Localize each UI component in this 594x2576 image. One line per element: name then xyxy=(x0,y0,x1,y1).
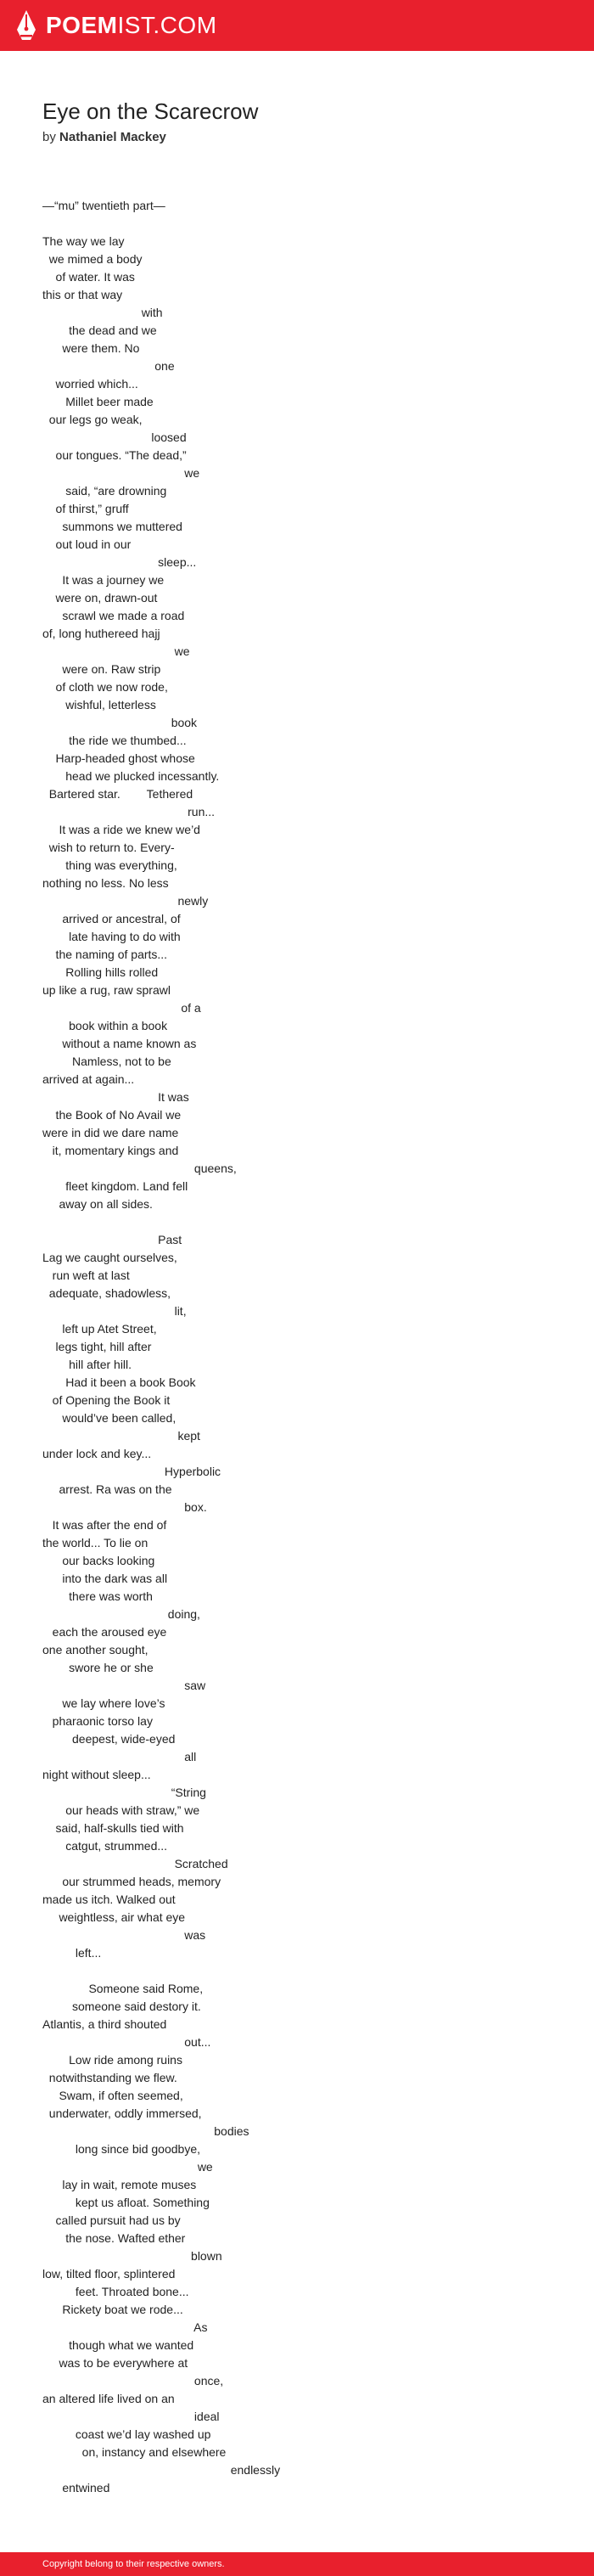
poem-line: of, long huthereed hajj xyxy=(42,627,160,641)
poem-line: deepest, wide-eyed xyxy=(42,1732,176,1746)
poem-line: bodies xyxy=(42,2124,249,2139)
poem-line: of a xyxy=(42,1001,201,1015)
poem-line: called pursuit had us by xyxy=(42,2213,181,2228)
poem-line: the dead and we xyxy=(42,323,157,338)
poem-line: our backs looking xyxy=(42,1554,155,1568)
poem-line: night without sleep... xyxy=(42,1768,151,1782)
poem-line: would’ve been called, xyxy=(42,1411,177,1426)
poem-line: newly xyxy=(42,894,209,908)
poem-line: one xyxy=(42,359,175,374)
poem-line: Had it been a book Book xyxy=(42,1375,196,1390)
stanza-break xyxy=(42,1962,552,1980)
poem-line: were on. Raw strip xyxy=(42,662,161,677)
poem-line: hill after hill. xyxy=(42,1358,132,1372)
poem-line: As xyxy=(42,2320,208,2335)
poem-line: wish to return to. Every- xyxy=(42,841,175,855)
poem-line: arrived at again... xyxy=(42,1072,135,1087)
poem-line: left... xyxy=(42,1946,102,1960)
poem-line: it, momentary kings and xyxy=(42,1144,179,1158)
poem-line: though what we wanted xyxy=(42,2338,194,2353)
author-name[interactable]: Nathaniel Mackey xyxy=(59,130,166,145)
poem-line: “String xyxy=(42,1786,206,1800)
poem-line: fleet kingdom. Land fell xyxy=(42,1179,188,1194)
poem-line: were in did we dare name xyxy=(42,1126,179,1140)
poem-line: It was a journey we xyxy=(42,573,165,588)
poem-line: saw xyxy=(42,1679,206,1693)
poem-line: we xyxy=(42,466,200,481)
poem-line: were on, drawn-out xyxy=(42,591,158,605)
poem-line: book xyxy=(42,716,198,730)
poem-line: feet. Throated bone... xyxy=(42,2285,189,2299)
poem-line: on, instancy and elsewhere xyxy=(42,2445,227,2460)
poem-line: our heads with straw,” we xyxy=(42,1803,200,1818)
poem-line: It was a ride we knew we’d xyxy=(42,823,200,837)
poem-line: said, half-skulls tied with xyxy=(42,1821,184,1836)
poem-line: once, xyxy=(42,2374,224,2388)
logo-light: IST.COM xyxy=(117,12,217,38)
poem-line: Namless, not to be xyxy=(42,1055,171,1069)
poem-line: the Book of No Avail we xyxy=(42,1108,182,1122)
poem-line: Low ride among ruins xyxy=(42,2053,182,2067)
poem-line: we xyxy=(42,2160,213,2174)
poem-line: Millet beer made xyxy=(42,395,154,409)
poem-line: entwined xyxy=(42,2481,110,2495)
poem-line: endlessly xyxy=(42,2463,281,2478)
poem-line: under lock and key... xyxy=(42,1447,152,1461)
logo-strong: POEM xyxy=(46,12,118,38)
poem-line: the world... To lie on xyxy=(42,1536,148,1550)
poem-line: we lay where love’s xyxy=(42,1696,165,1711)
byline xyxy=(42,130,552,144)
poem-line: swore he or she xyxy=(42,1661,154,1675)
poem-line: The way we lay xyxy=(42,234,125,249)
poem-line: Scratched xyxy=(42,1857,228,1871)
poem-line: kept us afloat. Something xyxy=(42,2196,210,2210)
poem-line: our strummed heads, memory xyxy=(42,1875,221,1889)
poem-line: lit, xyxy=(42,1304,187,1319)
poem-line: lay in wait, remote muses xyxy=(42,2178,197,2192)
poem-line: head we plucked incessantly. xyxy=(42,769,220,784)
poem-line: without a name known as xyxy=(42,1037,197,1051)
site-header xyxy=(0,0,594,51)
pen-nib-icon[interactable] xyxy=(15,9,37,42)
poem-line: catgut, strummed... xyxy=(42,1839,168,1853)
poem-line: Lag we caught ourselves, xyxy=(42,1251,177,1265)
poem-content xyxy=(0,51,552,2497)
poem-line: made us itch. Walked out xyxy=(42,1893,176,1907)
poem-line: into the dark was all xyxy=(42,1572,168,1586)
poem-line: It was xyxy=(42,1090,189,1105)
poem-line: Swam, if often seemed, xyxy=(42,2089,183,2103)
poem-line: we mimed a body xyxy=(42,252,143,267)
poem-line: there was worth xyxy=(42,1589,153,1604)
poem-line: up like a rug, raw sprawl xyxy=(42,983,171,998)
poem-line: —“mu” twentieth part— xyxy=(42,199,165,213)
poem-line: Atlantis, a third shouted xyxy=(42,2017,167,2032)
poem-line: of thirst,” gruff xyxy=(42,502,129,516)
poem-line: sleep... xyxy=(42,555,197,570)
poem-line: box. xyxy=(42,1500,207,1515)
poem-line: the ride we thumbed... xyxy=(42,734,187,748)
poem-line: an altered life lived on an xyxy=(42,2392,175,2406)
poem-line: with xyxy=(42,306,163,320)
poem-line: Rolling hills rolled xyxy=(42,965,159,980)
poem-line: run... xyxy=(42,805,216,819)
site-footer xyxy=(0,2552,594,2576)
poem-line: someone said destory it. xyxy=(42,1999,201,2014)
poem-line: low, tilted floor, splintered xyxy=(42,2267,176,2281)
poem-line: said, “are drowning xyxy=(42,484,167,498)
poem-line: worried which... xyxy=(42,377,138,391)
poem-line: summons we muttered xyxy=(42,520,182,534)
poem-line: each the aroused eye xyxy=(42,1625,167,1640)
poem-line: left up Atet Street, xyxy=(42,1322,157,1336)
poem-line: thing was everything, xyxy=(42,858,177,873)
poem-line: weightless, air what eye xyxy=(42,1910,186,1925)
poem-line: was xyxy=(42,1928,206,1943)
poem-line: of water. It was xyxy=(42,270,135,284)
poem-line: ideal xyxy=(42,2410,220,2424)
poem-line: Rickety boat we rode... xyxy=(42,2303,183,2317)
poem-line: legs tight, hill after xyxy=(42,1340,152,1354)
poem-line: Bartered star. Tethered xyxy=(42,787,193,801)
poem-line: was to be everywhere at xyxy=(42,2356,188,2371)
stanza-break xyxy=(42,215,552,233)
poem-line: of cloth we now rode, xyxy=(42,680,168,695)
poem-line: away on all sides. xyxy=(42,1197,153,1212)
poem-title: Eye on the Scarecrow xyxy=(42,98,259,124)
poem-line: of Opening the Book it xyxy=(42,1393,171,1408)
poem-line: loosed xyxy=(42,430,187,445)
poem-line: the nose. Wafted ether xyxy=(42,2231,186,2246)
poem-line: run weft at last xyxy=(42,1268,130,1283)
poem-line: wishful, letterless xyxy=(42,698,156,712)
poem-line: all xyxy=(42,1750,197,1764)
poem-line: out... xyxy=(42,2035,211,2050)
poem-line: this or that way xyxy=(42,288,123,302)
poem-line: doing, xyxy=(42,1607,200,1622)
poem-line: one another sought, xyxy=(42,1643,148,1657)
poem-line: long since bid goodbye, xyxy=(42,2142,201,2157)
poem-line: kept xyxy=(42,1429,200,1443)
poem-line: Harp-headed ghost whose xyxy=(42,751,195,766)
poem-line: adequate, shadowless, xyxy=(42,1286,171,1301)
by-prefix: by xyxy=(42,130,56,145)
poem-line: scrawl we made a road xyxy=(42,609,185,623)
poem-line: arrived or ancestral, of xyxy=(42,912,181,926)
poem-line: late having to do with xyxy=(42,930,181,944)
poem-line: pharaonic torso lay xyxy=(42,1714,153,1729)
poem-line: notwithstanding we flew. xyxy=(42,2071,177,2085)
poem-line: book within a book xyxy=(42,1019,168,1033)
poem-line: our tongues. “The dead,” xyxy=(42,448,187,463)
site-logo[interactable] xyxy=(46,12,217,39)
poem-line: arrest. Ra was on the xyxy=(42,1482,172,1497)
poem-line: Hyperbolic xyxy=(42,1465,221,1479)
poem-body xyxy=(42,197,552,2497)
poem-line: Someone said Rome, xyxy=(42,1982,204,1996)
poem-line: queens, xyxy=(42,1161,237,1176)
poem-line: were them. No xyxy=(42,341,140,356)
poem-line: It was after the end of xyxy=(42,1518,167,1533)
poem-line: our legs go weak, xyxy=(42,413,143,427)
poem-line: underwater, oddly immersed, xyxy=(42,2106,202,2121)
stanza-break xyxy=(42,1213,552,1231)
poem-line: nothing no less. No less xyxy=(42,876,169,891)
poem-line: out loud in our xyxy=(42,537,132,552)
poem-line: blown xyxy=(42,2249,222,2264)
poem-line: Past xyxy=(42,1233,182,1247)
poem-line: coast we’d lay washed up xyxy=(42,2427,211,2442)
poem-line: the naming of parts... xyxy=(42,948,168,962)
poem-line: we xyxy=(42,644,190,659)
copyright-text: Copyright belong to their respective owners. xyxy=(42,2559,225,2569)
